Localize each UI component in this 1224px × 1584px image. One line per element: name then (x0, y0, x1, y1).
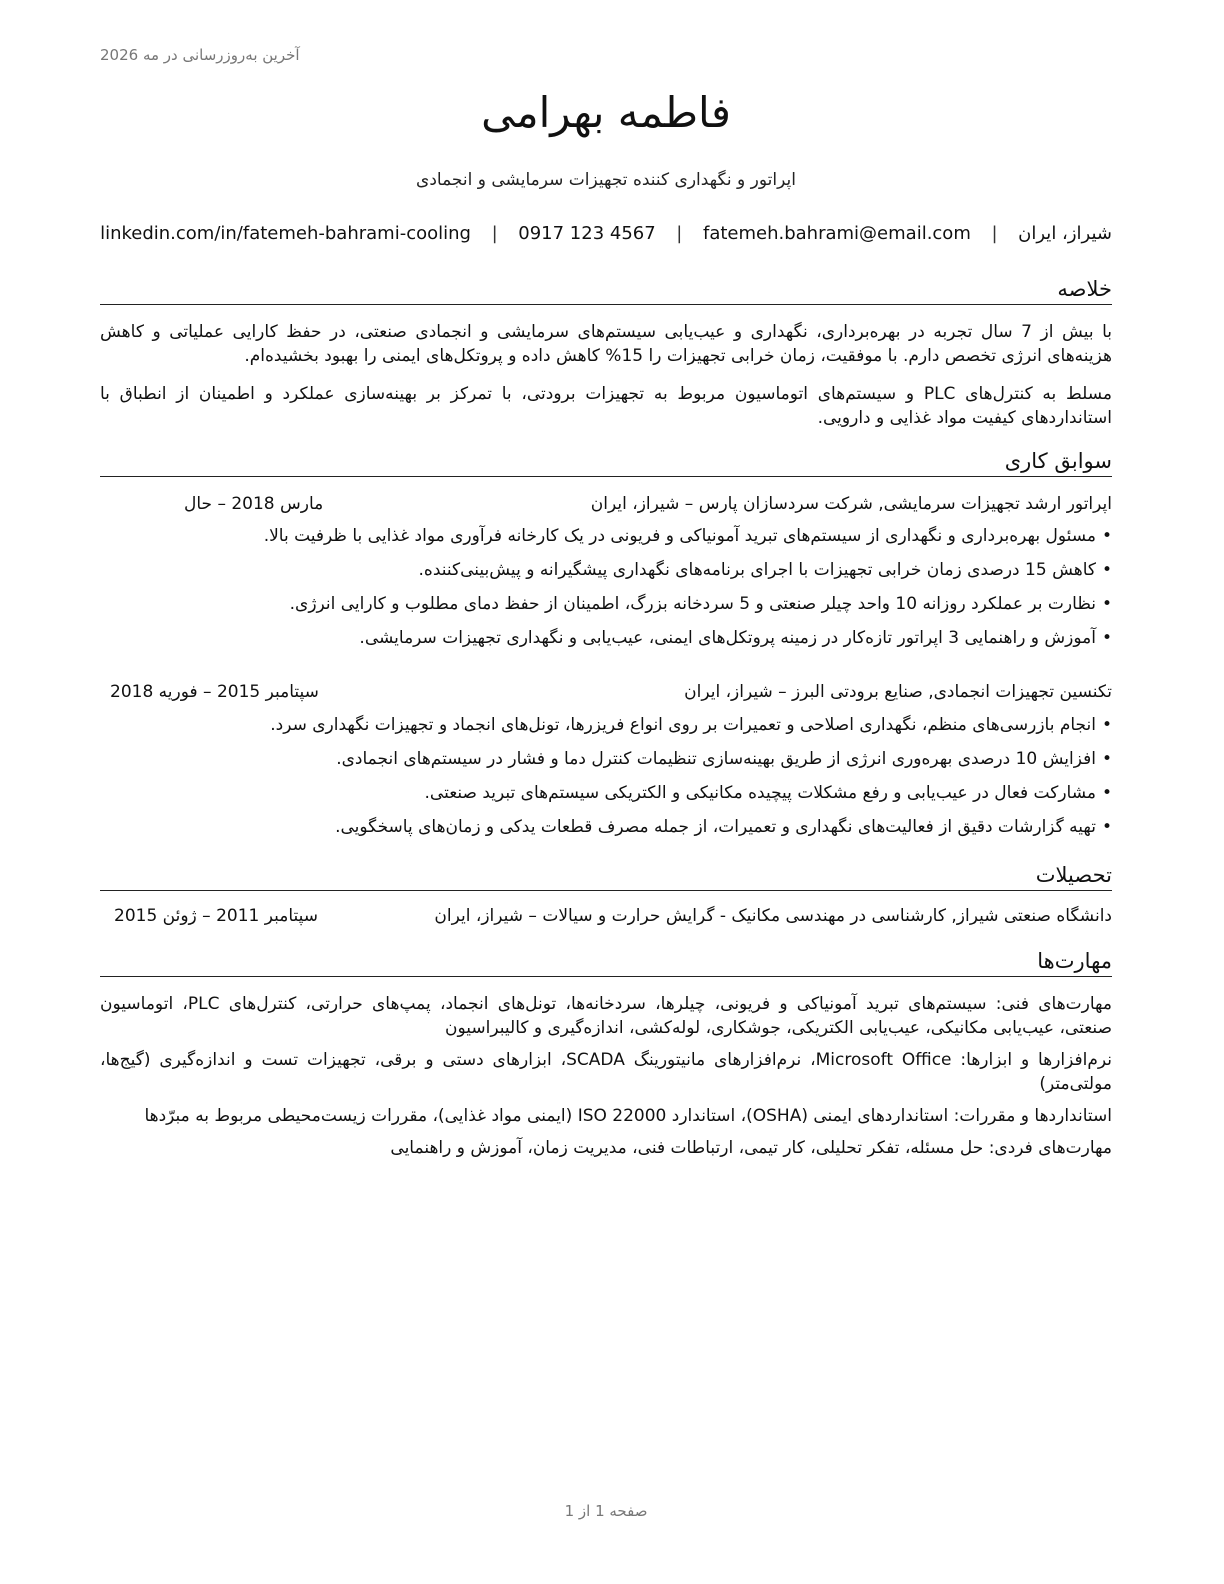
job-bullets (100, 713, 1112, 849)
contact-separator: | (491, 223, 498, 244)
job-header (100, 494, 1112, 518)
skills-item: نرم‌افزارها و ابزارها: Microsoft Office، نرم‌افزارهای مانیتورینگ SCADA، ابزارهای دستی و برقی، تجهیزات تست و اندازه‌گیری (گیج‌ها، مولتی‌متر) (100, 1050, 1112, 1094)
job-date: سپتامبر 2015 – فوریه 2018 (110, 682, 319, 702)
last-updated-note: آخرین به‌روزرسانی در مه 2026 (100, 46, 300, 64)
job-bullets (100, 524, 1112, 660)
contact-location: شیراز، ایران (1018, 223, 1112, 244)
skills-item: استانداردها و مقررات: استانداردهای ایمنی (OSHA)، استاندارد ISO 22000 (ایمنی مواد غذایی)، مقررات زیست‌محیطی مربوط به مبرّدها (144, 1106, 1112, 1126)
contact-phone[interactable]: 0917 123 4567 (518, 223, 656, 244)
skills-item: مهارت‌های فردی: حل مسئله، تفکر تحلیلی، کار تیمی، ارتباطات فنی، مدیریت زمان، آموزش و راهنمایی (390, 1138, 1112, 1158)
resume-page (100, 0, 1112, 1584)
job-header (100, 682, 1112, 706)
job-bullet: • مسئول بهره‌برداری و نگهداری از سیستم‌های تبرید آمونیاکی و فریونی در یک کارخانه فرآوری مواد غذایی با ظرفیت بالا. (100, 524, 1112, 558)
candidate-title: اپراتور و نگهداری کننده تجهیزات سرمایشی و انجمادی (416, 170, 796, 190)
contact-line (100, 223, 1112, 244)
education-degree: دانشگاه صنعتی شیراز, کارشناسی در مهندسی مکانیک - گرایش حرارت و سیالات – شیراز، ایران (434, 906, 1112, 926)
summary-paragraph-2: مسلط به کنترل‌های PLC و سیستم‌های اتوماسیون مربوط به تجهیزات برودتی، با تمرکز بر بهینه‌سازی عملکرد و اطمینان از انطباق با استانداردهای کیفیت مواد غذایی و دارویی. (100, 384, 1112, 428)
job-bullet: • آموزش و راهنمایی 3 اپراتور تازه‌کار در زمینه پروتکل‌های ایمنی، عیب‌یابی و نگهداری تجهیزات سرمایشی. (100, 626, 1112, 660)
education-date: سپتامبر 2011 – ژوئن 2015 (114, 906, 319, 926)
job-bullet: • افزایش 10 درصدی بهره‌وری انرژی از طریق بهینه‌سازی تنظیمات کنترل دما و فشار در سیستم‌های انجمادی. (100, 747, 1112, 781)
page-footer: صفحه 1 از 1 (564, 1502, 648, 1520)
job-bullet: • نظارت بر عملکرد روزانه 10 واحد چیلر صنعتی و 5 سردخانه بزرگ، اطمینان از حفظ دمای مطلوب و کارایی انرژی. (100, 592, 1112, 626)
contact-separator: | (991, 223, 998, 244)
candidate-name: فاطمه بهرامی (481, 88, 731, 137)
job-bullet: • تهیه گزارشات دقیق از فعالیت‌های نگهداری و تعمیرات، از جمله مصرف قطعات یدکی و زمان‌های پاسخگویی. (100, 815, 1112, 849)
job-bullet: • مشارکت فعال در عیب‌یابی و رفع مشکلات پیچیده مکانیکی و الکتریکی سیستم‌های تبرید صنعتی. (100, 781, 1112, 815)
contact-email[interactable]: fatemeh.bahrami@email.com (702, 223, 971, 244)
skills-item: مهارت‌های فنی: سیستم‌های تبرید آمونیاکی و فریونی، چیلرها، سردخانه‌ها، تونل‌های انجماد، پمپ‌های حرارتی، کنترل‌های PLC، اتوماسیون صنعتی، عیب‌یابی مکانیکی، عیب‌یابی الکتریکی، جوشکاری، لوله‌کشی، اندازه‌گیری و کالیبراسیون (100, 994, 1112, 1038)
skills-heading: مهارت‌ها (100, 948, 1112, 977)
job-role: اپراتور ارشد تجهیزات سرمایشی, شرکت سردسازان پارس – شیراز، ایران (590, 494, 1112, 514)
education-entry (100, 906, 1112, 930)
contact-linkedin[interactable]: linkedin.com/in/fatemeh-bahrami-cooling (100, 223, 471, 244)
experience-heading: سوابق کاری (100, 448, 1112, 477)
job-bullet: • کاهش 15 درصدی زمان خرابی تجهیزات با اجرای برنامه‌های نگهداری پیشگیرانه و پیش‌بینی‌کننده. (100, 558, 1112, 592)
summary-heading: خلاصه (100, 276, 1112, 305)
job-date: مارس 2018 – حال (184, 494, 324, 514)
education-heading: تحصیلات (100, 862, 1112, 891)
job-bullet: • انجام بازرسی‌های منظم، نگهداری اصلاحی و تعمیرات بر روی انواع فریزرها، تونل‌های انجماد و تجهیزات نگهداری سرد. (100, 713, 1112, 747)
summary-paragraph-1: با بیش از 7 سال تجربه در بهره‌برداری، نگهداری و عیب‌یابی سیستم‌های سرمایشی و انجمادی صنعتی، در حفظ کارایی عملیاتی و کاهش هزینه‌های انرژی تخصص دارم. با موفقیت، زمان خرابی تجهیزات را 15% کاهش داده و پروتکل‌های ایمنی را بهبود بخشیده‌ام. (100, 322, 1113, 366)
contact-separator: | (676, 223, 683, 244)
skills-list (100, 992, 1112, 1168)
job-role: تکنسین تجهیزات انجمادی, صنایع برودتی البرز – شیراز، ایران (684, 682, 1112, 702)
